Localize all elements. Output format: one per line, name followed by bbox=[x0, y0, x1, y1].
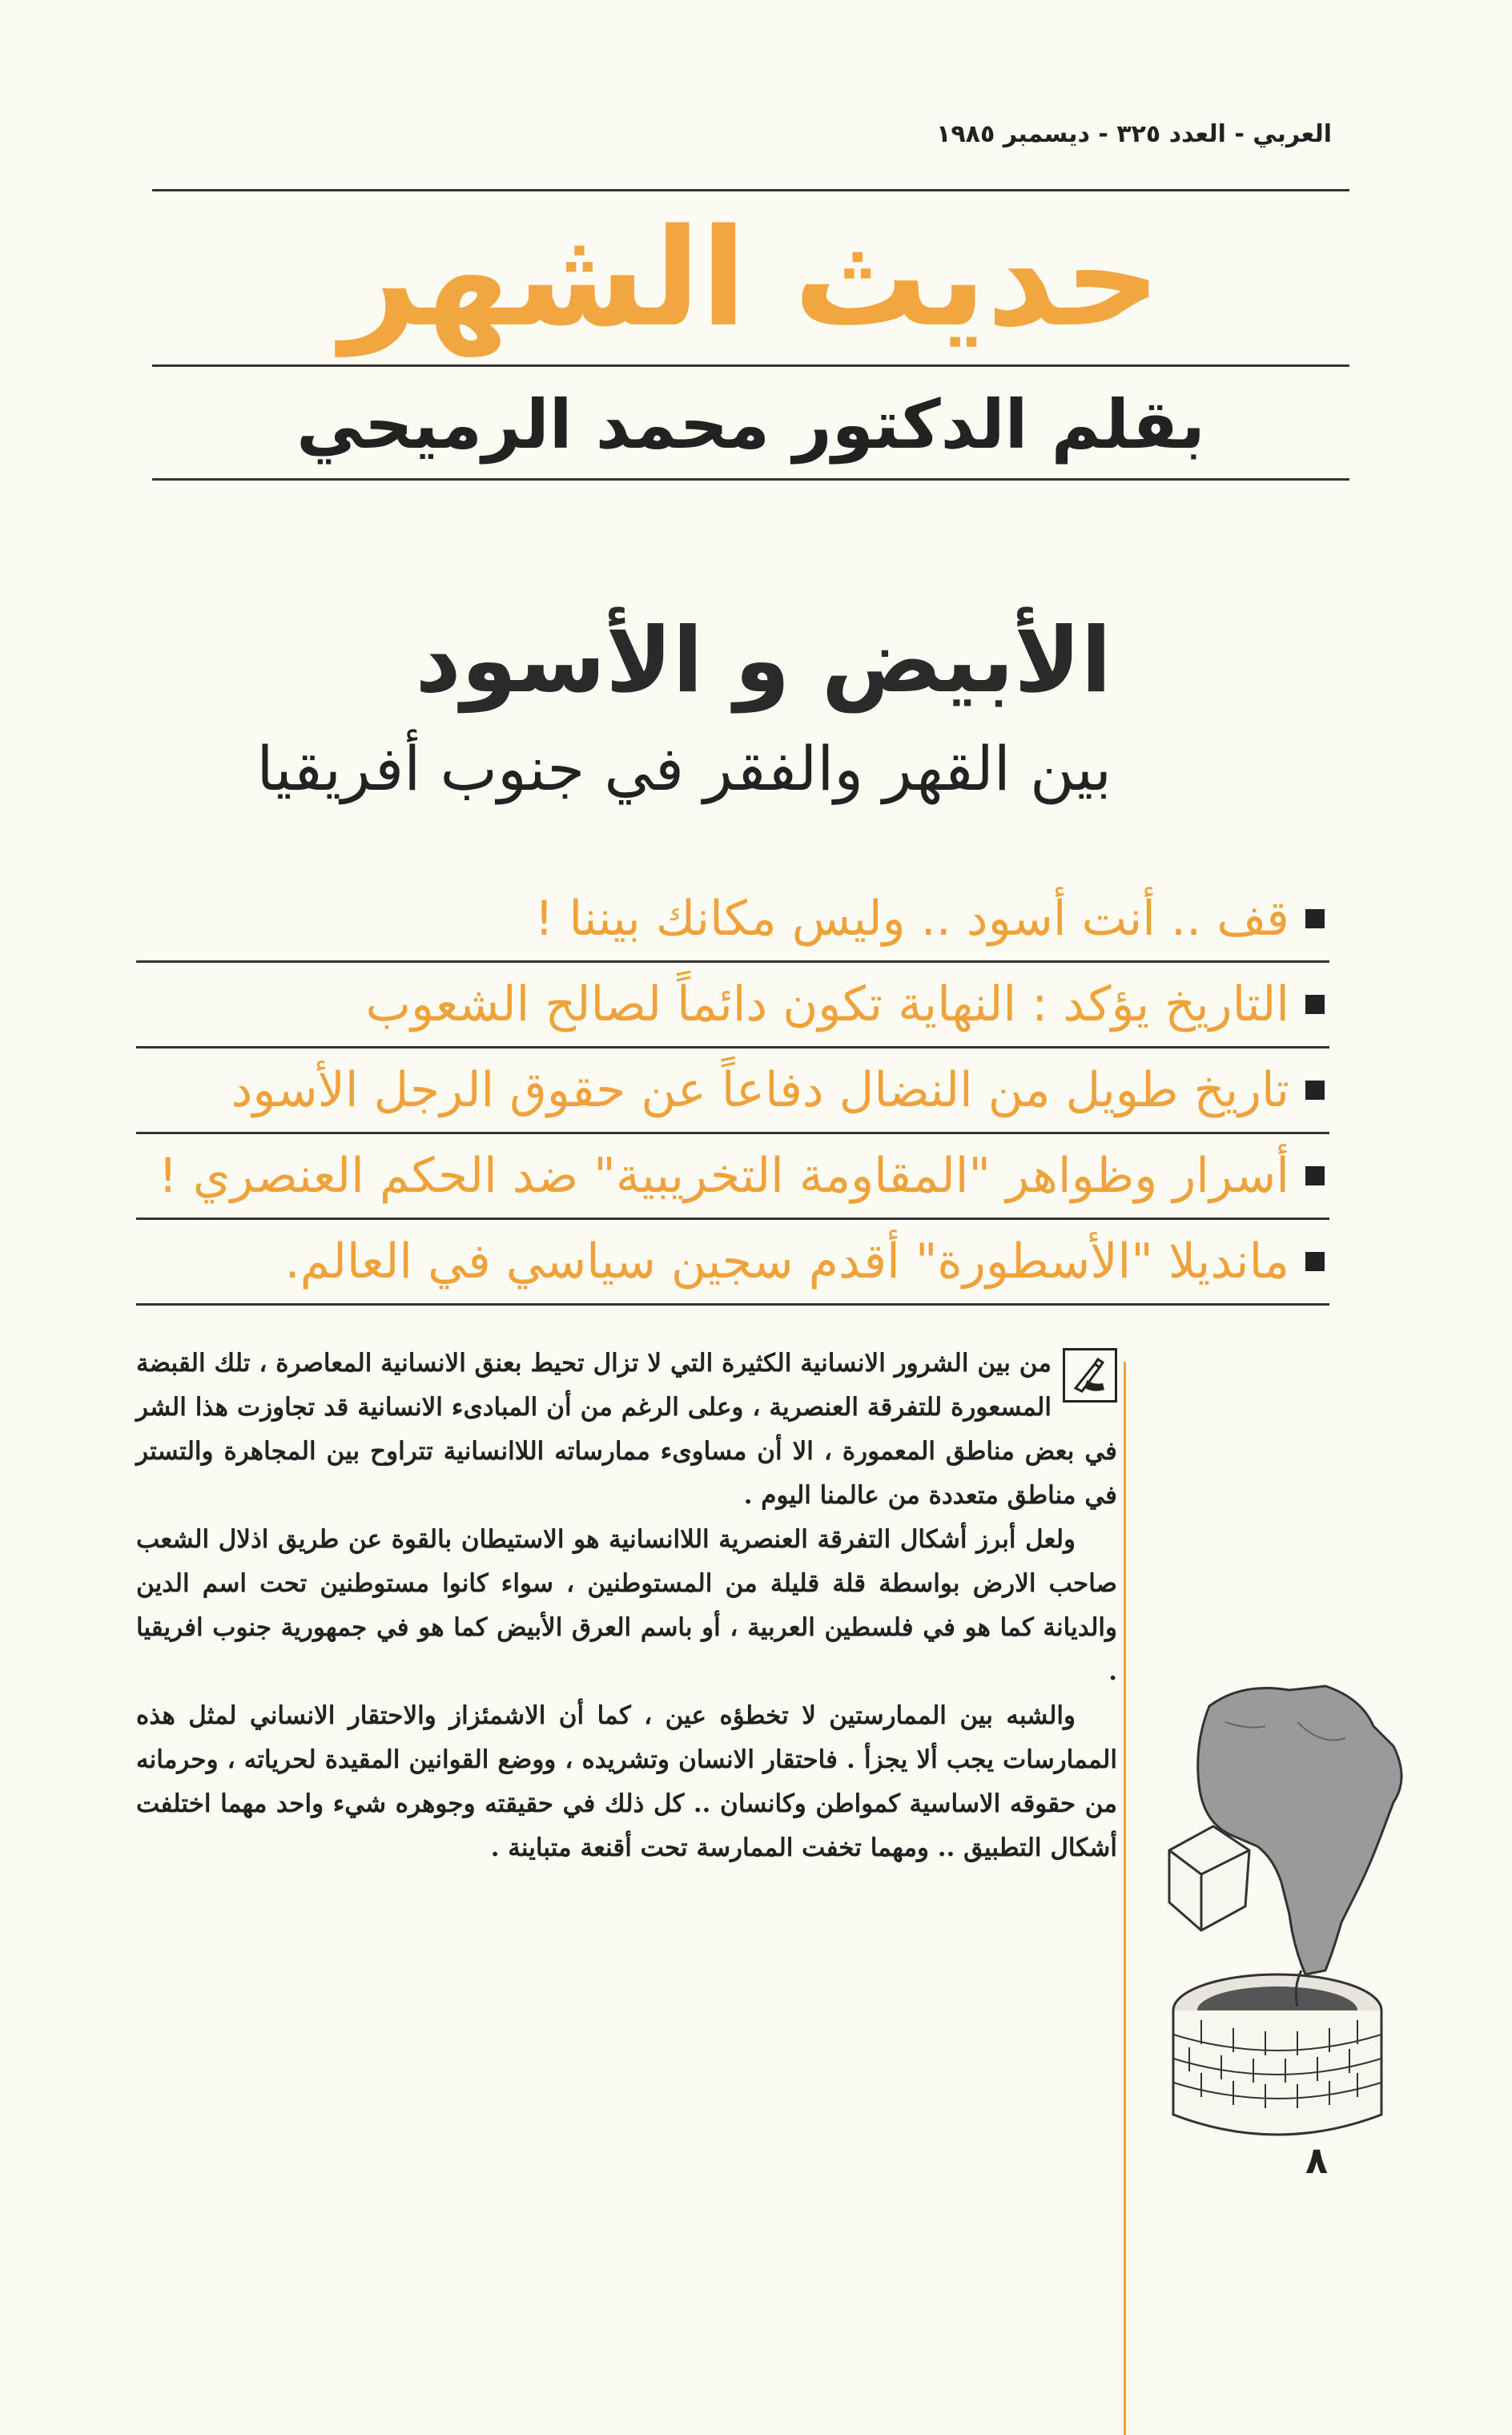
highlight-item bbox=[136, 1134, 1329, 1220]
highlight-item bbox=[136, 1220, 1329, 1306]
paragraph-text: من بين الشرور الانسانية الكثيرة التي لا تزال تحيط بعنق الانسانية المعاصرة ، تلك القبضة المسعورة للتفرقة العنصرية ، وعلى الرغم من أن المبادىء الانسانية قد تجاوزت هذا الشر في بعض مناطق المعمورة ، الا أن مساوىء ممارساته اللاانسانية تتراوح بين المجاهرة والتستر في مناطق متعددة من عالمنا اليوم . bbox=[136, 1349, 1117, 1510]
author-byline: بقلم الدكتور محمد الرميحي bbox=[296, 385, 1205, 464]
highlight-text: مانديلا "الأسطورة" أقدم سجين سياسي في العالم. bbox=[284, 1234, 1289, 1290]
article-body bbox=[136, 1342, 1117, 1870]
africa-well-illustration bbox=[1153, 1650, 1434, 2147]
issue-line: العربي - العدد ٣٢٥ - ديسمبر ١٩٨٥ bbox=[936, 120, 1332, 148]
article-paragraph bbox=[136, 1694, 1117, 1870]
highlights-list bbox=[136, 877, 1329, 1306]
article-paragraph bbox=[136, 1342, 1117, 1518]
highlight-text: أسرار وظواهر "المقاومة التخريبية" ضد الحكم العنصري ! bbox=[158, 1148, 1289, 1204]
masthead-title: حديث الشهر bbox=[340, 199, 1161, 356]
column-divider bbox=[1124, 1362, 1126, 2435]
bullet-square-icon bbox=[1305, 995, 1325, 1014]
highlight-text: قف .. أنت أسود .. وليس مكانك بيننا ! bbox=[534, 891, 1289, 947]
article-paragraph bbox=[136, 1518, 1117, 1694]
bullet-square-icon bbox=[1305, 1166, 1325, 1185]
paragraph-text: والشبه بين الممارستين لا تخطؤه عين ، كما أن الاشمئزاز والاحتقار الانساني لمثل هذه الممارسات يجب ألا يجزأ . فاحتقار الانسان وتشريده ، ووضع القوانين المقيدة لحرياته ، وحرمانه من حقوقه الاساسية كمواطن وكانسان .. كل ذلك في حقيقته وجوهره شيء واحد مهما اختلفت أشكال التطبيق .. ومهما تخفت الممارسة تحت أقنعة متباينة . bbox=[136, 1701, 1117, 1862]
highlight-text: التاريخ يؤكد : النهاية تكون دائماً لصالح الشعوب bbox=[365, 976, 1289, 1032]
masthead-bottom-rule bbox=[152, 478, 1349, 481]
bullet-square-icon bbox=[1305, 1252, 1325, 1271]
article-title: الأبيض و الأسود bbox=[415, 609, 1112, 713]
article-subtitle: بين القهر والفقر في جنوب أفريقيا bbox=[256, 733, 1112, 804]
bullet-square-icon bbox=[1305, 909, 1325, 928]
masthead-top-rule bbox=[152, 189, 1349, 191]
highlight-item bbox=[136, 1048, 1329, 1134]
bullet-square-icon bbox=[1305, 1081, 1325, 1100]
highlight-item bbox=[136, 877, 1329, 963]
page-number: ٨ bbox=[1305, 2139, 1329, 2182]
pen-hand-icon bbox=[1063, 1348, 1117, 1403]
highlight-text: تاريخ طويل من النضال دفاعاً عن حقوق الرجل الأسود bbox=[231, 1062, 1289, 1118]
masthead-middle-rule bbox=[152, 364, 1349, 367]
highlight-item bbox=[136, 963, 1329, 1048]
paragraph-text: ولعل أبرز أشكال التفرقة العنصرية اللاانسانية هو الاستيطان بالقوة عن طريق اذلال الشعب صاحب الارض بواسطة قلة قليلة من المستوطنين ، سواء كانوا مستوطنين تحت اسم الدين والديانة كما هو في فلسطين العربية ، أو باسم العرق الأبيض كما هو في جمهورية جنوب افريقيا . bbox=[136, 1525, 1117, 1686]
